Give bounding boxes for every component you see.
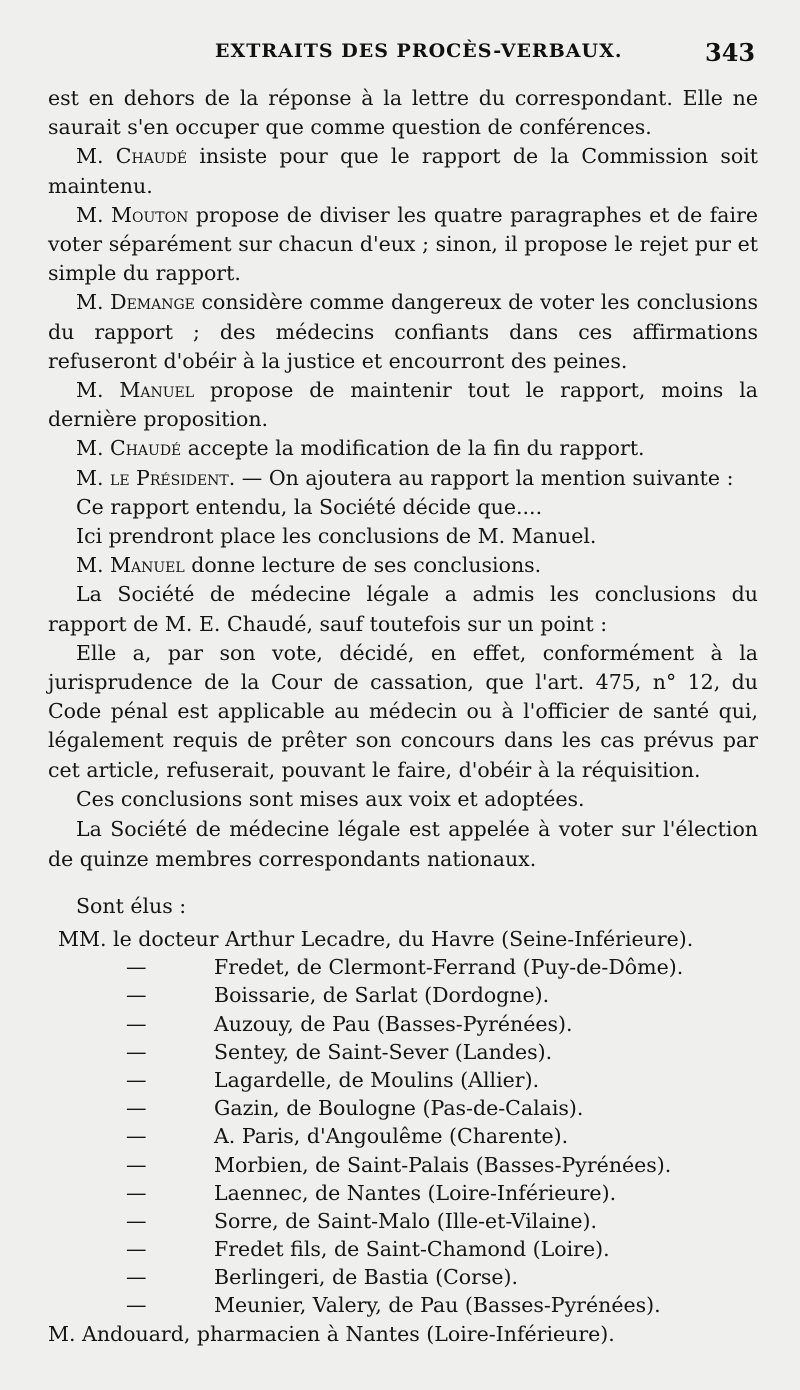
page-number: 343 — [705, 38, 756, 67]
paragraph-text: Elle a, par son vote, décidé, en effet, conformément à la jurisprudence de la Cour de cassation, que l'art. 475, n° 12, du Code pénal est applicable au médecin ou à l'officier de santé qui, légalement requis de prêter son concours dans les cas prévus par cet article, refuserait, pouvant le faire, d'obéir à la réquisition. — [48, 640, 758, 782]
member-name: Boissarie, de Sarlat (Dordogne). — [214, 983, 550, 1008]
ditto-dash: — — [126, 1096, 147, 1121]
list-item — [48, 1263, 758, 1291]
speaker-name: M. Mouton — [76, 202, 189, 227]
member-name: Lagardelle, de Moulins (Allier). — [214, 1067, 540, 1092]
list-item — [48, 1122, 758, 1150]
ditto-dash: — — [126, 1180, 147, 1205]
paragraph — [48, 288, 758, 376]
ditto-dash: — — [126, 983, 147, 1008]
paragraph — [48, 522, 758, 551]
election-intro: La Société de médecine légale est appelée à voter sur l'élection de quinze membres correspondants nationaux. — [48, 817, 758, 871]
ditto-dash: — — [126, 1293, 147, 1318]
paragraph — [48, 464, 758, 493]
minutes-text — [48, 84, 758, 814]
ditto-dash: — — [126, 1124, 147, 1149]
speaker-name: M. Chaudé — [76, 144, 188, 169]
paragraph — [48, 580, 758, 638]
speaker-name: M. Manuel — [76, 378, 195, 403]
paragraph — [48, 142, 758, 200]
elected-members-list — [48, 925, 758, 1348]
elected-label: Sont élus : — [76, 894, 187, 918]
paragraph — [48, 201, 758, 289]
list-item — [48, 1038, 758, 1066]
ditto-dash: — — [126, 1067, 147, 1092]
paragraph-text: La Société de médecine légale a admis les conclusions du rapport de M. E. Chaudé, sauf toutefois sur un point : — [48, 582, 758, 636]
paragraph — [48, 639, 758, 785]
member-name: le docteur Arthur Lecadre, du Havre (Seine-Inférieure). — [113, 927, 694, 951]
list-item — [48, 1235, 758, 1263]
member-name: Auzouy, de Pau (Basses-Pyrénées). — [214, 1011, 573, 1036]
election-section — [48, 815, 758, 922]
list-item — [48, 1094, 758, 1122]
ditto-dash: — — [126, 1011, 147, 1036]
list-item — [48, 1151, 758, 1179]
paragraph-text: insiste pour que le rapport de la Commission soit maintenu. — [48, 144, 758, 198]
speaker-name: M. le Président. — [76, 465, 236, 490]
member-name: Gazin, de Boulogne (Pas-de-Calais). — [214, 1096, 584, 1121]
member-name: Sorre, de Saint-Malo (Ille-et-Vilaine). — [214, 1208, 597, 1233]
list-item — [48, 1291, 758, 1319]
list-item — [48, 1066, 758, 1094]
list-item — [48, 953, 758, 981]
paragraph-text: donne lecture de ses conclusions. — [184, 553, 542, 578]
member-name: Laennec, de Nantes (Loire-Inférieure). — [214, 1180, 617, 1205]
running-header: EXTRAITS DES PROCÈS-VERBAUX. — [215, 40, 623, 62]
paragraph — [48, 84, 758, 142]
mm-prefix: MM. — [58, 927, 107, 951]
list-item — [48, 1179, 758, 1207]
paragraph — [48, 434, 758, 463]
ditto-dash: — — [126, 1265, 147, 1290]
speaker-name: M. Manuel — [76, 553, 185, 578]
member-name: Berlingeri, de Bastia (Corse). — [214, 1265, 519, 1290]
paragraph-text: Ces conclusions sont mises aux voix et adoptées. — [76, 786, 585, 811]
member-entry — [58, 925, 693, 953]
ditto-dash: — — [126, 1039, 147, 1064]
paragraph — [48, 551, 758, 580]
member-name: Fredet, de Clermont-Ferrand (Puy-de-Dôme). — [214, 955, 684, 980]
list-item — [48, 1207, 758, 1235]
paragraph-text: considère comme dangereux de voter les conclusions du rapport ; des médecins confiants dans ces affirmations refuseront d'obéir à la justice et encourront des peines. — [48, 290, 758, 373]
member-name: Meunier, Valery, de Pau (Basses-Pyrénées). — [214, 1293, 661, 1318]
ditto-dash: — — [126, 1208, 147, 1233]
list-item — [48, 1320, 758, 1348]
list-item — [48, 1010, 758, 1038]
member-name: M. Andouard, pharmacien à Nantes (Loire-Inférieure). — [48, 1321, 615, 1346]
paragraph-text: propose de maintenir tout le rapport, moins la dernière proposition. — [48, 378, 758, 432]
ditto-dash: — — [126, 955, 147, 980]
member-name: A. Paris, d'Angoulême (Charente). — [214, 1124, 569, 1149]
paragraph-text: — On ajoutera au rapport la mention suivante : — [235, 465, 734, 490]
speaker-name: M. Demange — [76, 290, 195, 315]
member-name: Morbien, de Saint-Palais (Basses-Pyrénées). — [214, 1152, 672, 1177]
list-item — [48, 925, 758, 953]
ditto-dash: — — [126, 1152, 147, 1177]
paragraph-text: Ici prendront place les conclusions de M. Manuel. — [76, 524, 597, 549]
paragraph-text: est en dehors de la réponse à la lettre du correspondant. Elle ne saurait s'en occuper que comme question de conférences. — [48, 86, 758, 140]
paragraph-text: Ce rapport entendu, la Société décide que.... — [76, 494, 543, 519]
paragraph-text: accepte la modification de la fin du rapport. — [181, 436, 645, 461]
paragraph — [48, 376, 758, 434]
member-name: Fredet fils, de Saint-Chamond (Loire). — [214, 1237, 610, 1262]
paragraph — [48, 785, 758, 814]
ditto-dash: — — [126, 1237, 147, 1262]
paragraph-text: propose de diviser les quatre paragraphes et de faire voter séparément sur chacun d'eux ; sinon, il propose le rejet pur et simple du rapport. — [48, 202, 759, 286]
list-item — [48, 981, 758, 1009]
speaker-name: M. Chaudé — [76, 436, 182, 461]
paragraph — [48, 493, 758, 522]
member-name: Sentey, de Saint-Sever (Landes). — [214, 1039, 553, 1064]
